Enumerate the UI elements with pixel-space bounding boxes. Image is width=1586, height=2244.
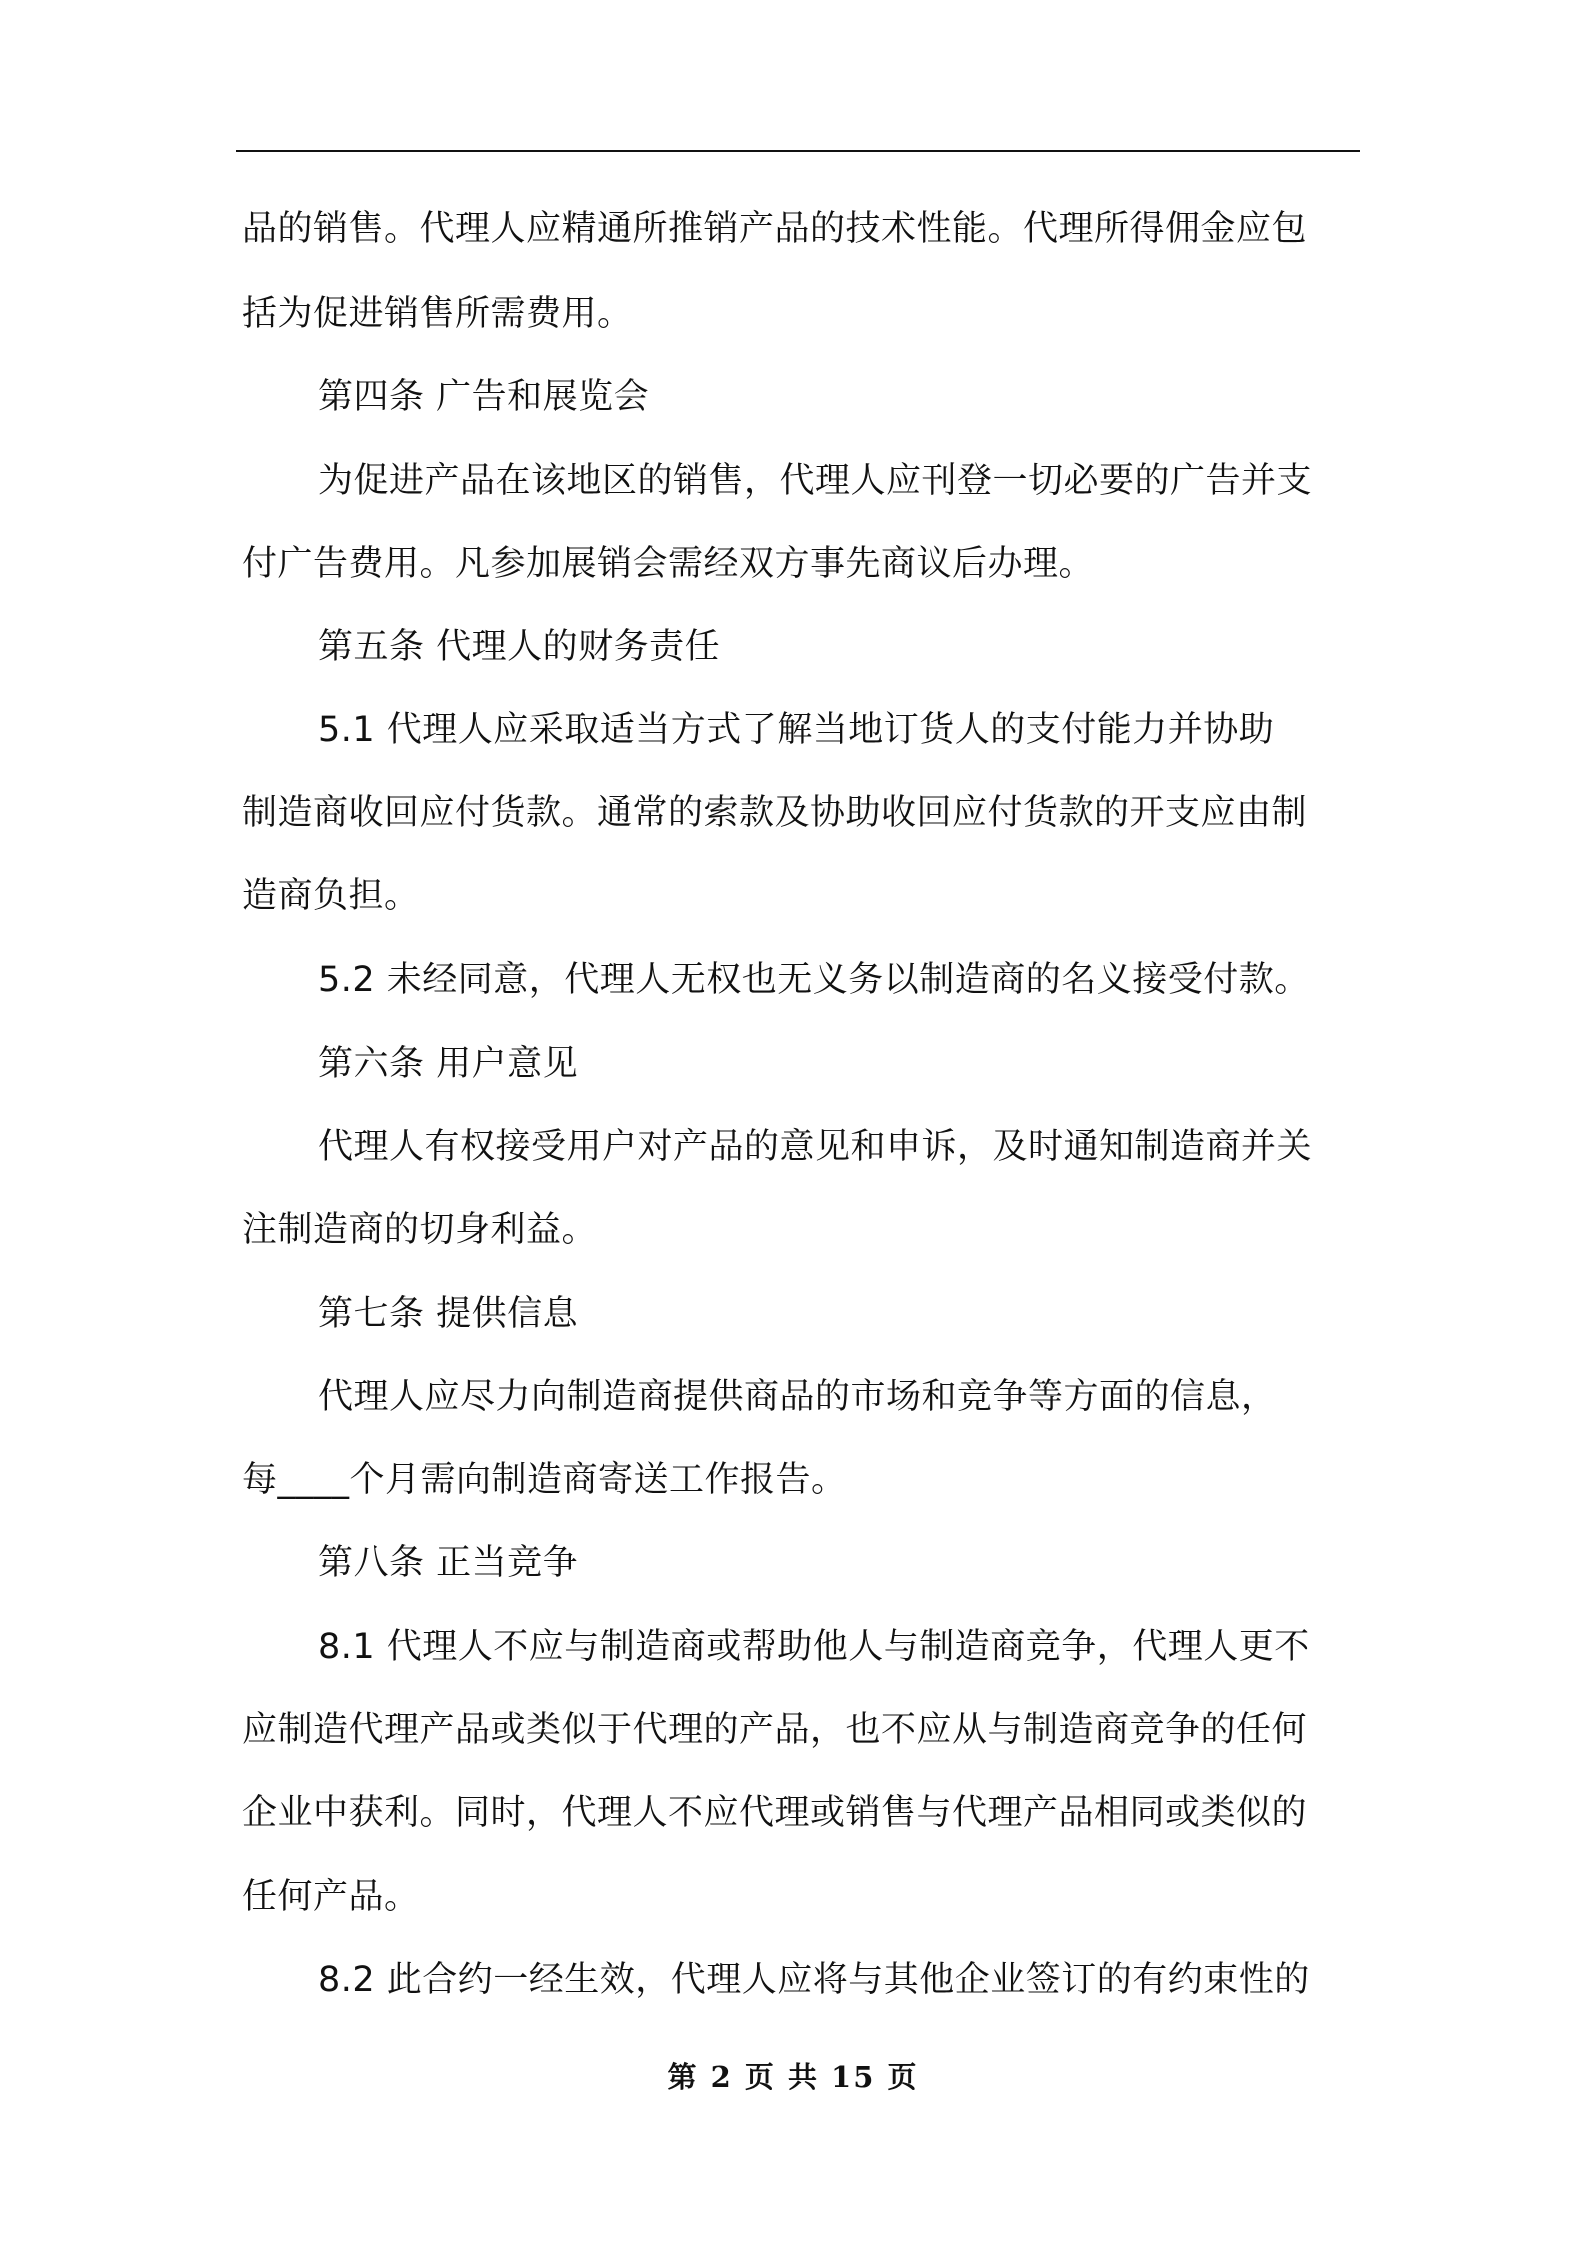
- text-line: 造商负担。: [242, 876, 420, 916]
- text-line: 代理人应尽力向制造商提供商品的市场和竞争等方面的信息，: [318, 1377, 1277, 1417]
- section-heading: 第五条 代理人的财务责任: [318, 627, 721, 667]
- text-line: 任何产品。: [242, 1877, 420, 1917]
- text-line: 5.2 未经同意，代理人无权也无义务以制造商的名义接受付款。: [318, 960, 1310, 1000]
- text-line: 付广告费用。凡参加展销会需经双方事先商议后办理。: [242, 544, 1095, 584]
- text-line: 应制造代理产品或类似于代理的产品，也不应从与制造商竞争的任何: [242, 1710, 1308, 1750]
- text-line: 注制造商的切身利益。: [242, 1210, 598, 1250]
- text-line: 括为促进销售所需费用。: [242, 294, 633, 334]
- text-line: 制造商收回应付货款。通常的索款及协助收回应付货款的开支应由制: [242, 793, 1308, 833]
- text-line: 5.1 代理人应采取适当方式了解当地订货人的支付能力并协助: [318, 710, 1275, 750]
- page-number: 第 2 页 共 15 页: [667, 2060, 919, 2094]
- text-line: 企业中获利。同时，代理人不应代理或销售与代理产品相同或类似的: [242, 1793, 1308, 1833]
- section-heading: 第七条 提供信息: [318, 1294, 579, 1334]
- section-heading: 第六条 用户意见: [318, 1044, 579, 1084]
- text-line: 8.1 代理人不应与制造商或帮助他人与制造商竞争，代理人更不: [318, 1627, 1310, 1667]
- section-heading: 第八条 正当竞争: [318, 1543, 579, 1583]
- header-rule: [236, 150, 1360, 152]
- text-line: 8.2 此合约一经生效，代理人应将与其他企业签订的有约束性的: [318, 1960, 1310, 2000]
- text-line: 为促进产品在该地区的销售，代理人应刊登一切必要的广告并支: [318, 461, 1313, 501]
- text-line: 品的销售。代理人应精通所推销产品的技术性能。代理所得佣金应包: [242, 209, 1308, 249]
- text-line: 代理人有权接受用户对产品的意见和申诉，及时通知制造商并关: [318, 1127, 1313, 1167]
- section-heading: 第四条 广告和展览会: [318, 377, 650, 417]
- text-line: 每____个月需向制造商寄送工作报告。: [242, 1460, 847, 1500]
